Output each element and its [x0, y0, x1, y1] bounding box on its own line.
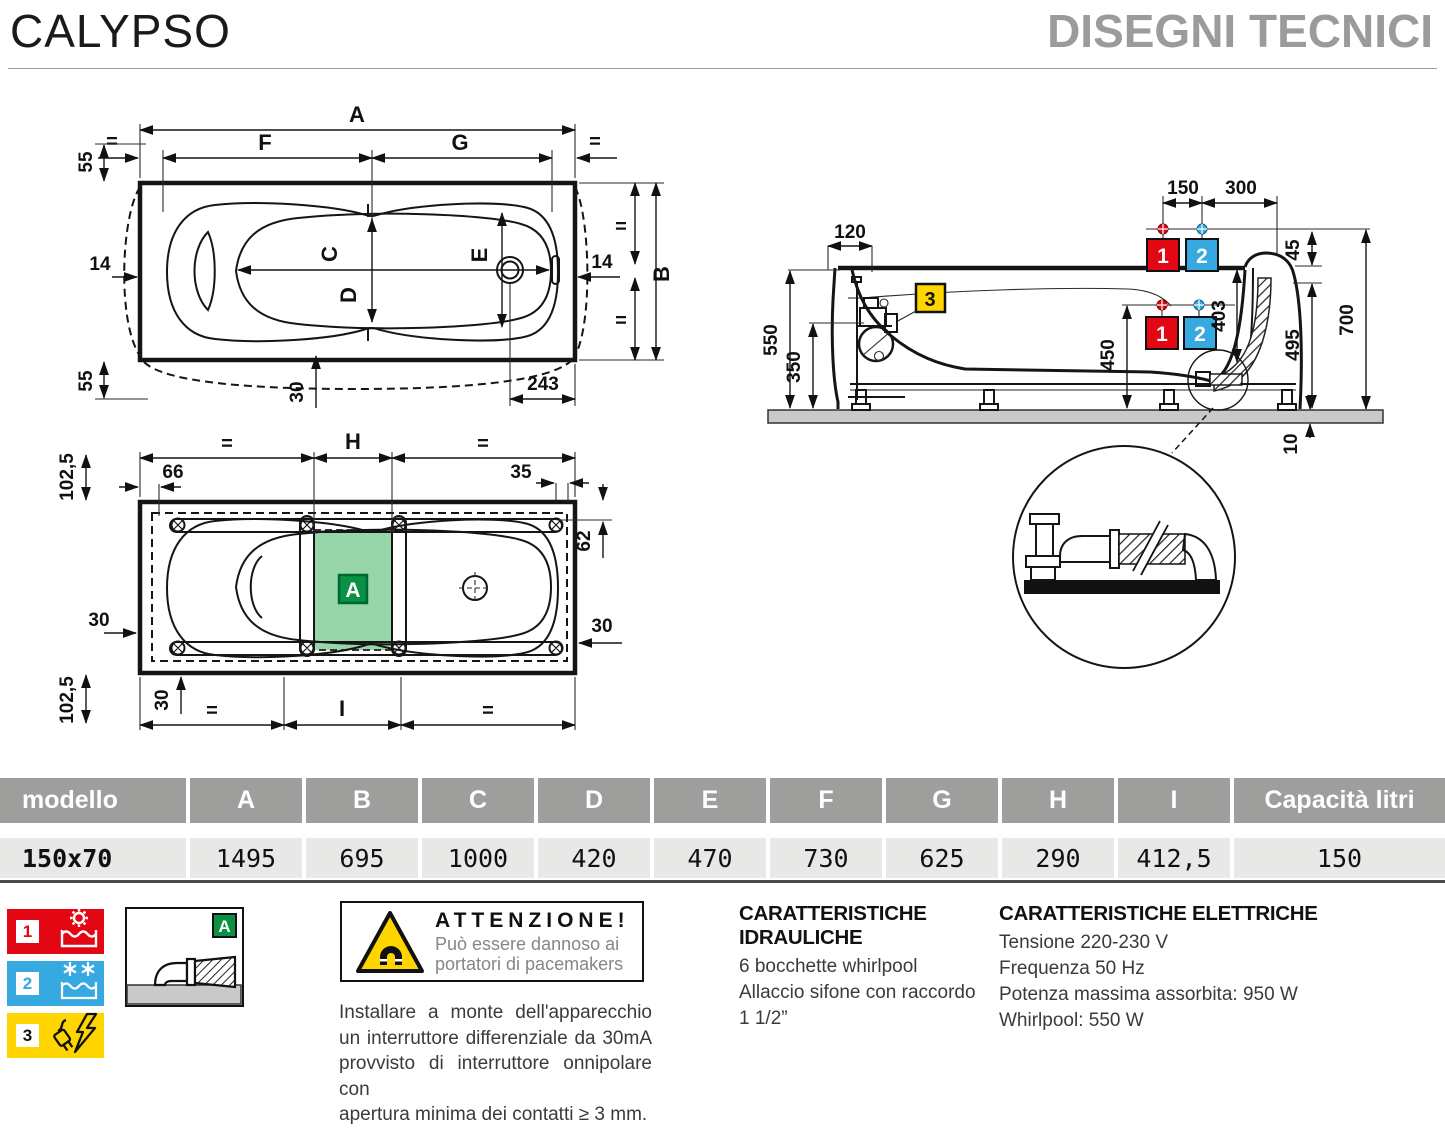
- electric-line-1: Tensione 220-230 V: [999, 932, 1169, 953]
- dim-30-left: 30: [88, 610, 110, 631]
- dim-120: 120: [834, 222, 866, 243]
- electric-line-3: Potenza massima assorbita: 950 W: [999, 984, 1298, 1005]
- dim-14-left: 14: [89, 254, 111, 275]
- magnet-warning-icon: [348, 905, 433, 981]
- dim-label-H: H: [345, 429, 361, 454]
- equal-mark: =: [482, 700, 494, 722]
- col-header-d: D: [538, 778, 650, 823]
- technical-drawings: [0, 88, 1445, 776]
- side-view-drawing: [761, 178, 1383, 668]
- dim-label-D: D: [336, 287, 361, 303]
- note-line-3: provvisto di interruttore onnipolare con: [339, 1053, 652, 1100]
- warning-title: ATTENZIONE!: [435, 909, 630, 932]
- col-header-g: G: [886, 778, 998, 823]
- detail-floor-strip: [127, 985, 241, 1004]
- siphon-detail-callout: [1013, 446, 1235, 668]
- plug-lightning-icon: [49, 1012, 101, 1059]
- dim-label-C: C: [317, 246, 342, 262]
- dim-10: 10: [1281, 433, 1302, 455]
- cold-tag-label: 2: [1196, 245, 1208, 268]
- dim-30-right: 30: [591, 616, 613, 637]
- dim-14-right: 14: [591, 252, 613, 273]
- dim-102-top: 102,5: [57, 453, 78, 501]
- legend-cold-number: 2: [16, 972, 39, 995]
- dim-label-A: A: [349, 102, 365, 127]
- section-title: DISEGNI TECNICI: [1047, 5, 1433, 57]
- dim-55-top: 55: [76, 151, 97, 173]
- power-tag-label: 3: [924, 289, 936, 311]
- table-header-row: [0, 778, 1445, 823]
- dim-62: 62: [574, 530, 595, 552]
- dim-label-B: B: [649, 266, 674, 282]
- dim-150: 150: [1167, 178, 1199, 199]
- electric-line-4: Whirlpool: 550 W: [999, 1010, 1144, 1031]
- dim-label-G: G: [451, 130, 469, 155]
- header-divider: [8, 68, 1437, 69]
- equal-mark: =: [477, 433, 489, 455]
- detail-a-label: A: [218, 917, 231, 936]
- note-line-4: apertura minima dei contatti ≥ 3 mm.: [339, 1104, 648, 1125]
- cell-g: 625: [886, 838, 998, 878]
- dim-350: 350: [784, 351, 805, 383]
- hydraulic-line-1: 6 bocchette whirlpool: [739, 956, 918, 977]
- legend-hot-number: 1: [16, 920, 39, 943]
- col-header-i: I: [1118, 778, 1230, 823]
- col-header-capacity: Capacità litri: [1234, 778, 1445, 823]
- area-a-label: A: [345, 579, 361, 602]
- equal-mark: =: [589, 131, 601, 153]
- frame-legs: [848, 390, 1296, 410]
- col-header-a: A: [190, 778, 302, 823]
- warning-line-1: Può essere dannoso ai: [435, 934, 620, 954]
- cell-d: 420: [538, 838, 650, 878]
- col-header-h: H: [1002, 778, 1114, 823]
- dim-66: 66: [162, 462, 184, 483]
- dim-45: 45: [1283, 239, 1304, 261]
- equal-mark: =: [206, 700, 218, 722]
- note-line-2: un interruttore differenziale da 30mA: [339, 1027, 652, 1049]
- table-row: [0, 838, 1445, 878]
- dim-700: 700: [1337, 304, 1358, 336]
- legend-hot-water: [7, 909, 104, 954]
- dim-35: 35: [510, 462, 532, 483]
- hot-tag-label-low: 1: [1156, 323, 1168, 346]
- cell-a: 1495: [190, 838, 302, 878]
- cell-b: 695: [306, 838, 418, 878]
- dim-243: 243: [527, 374, 559, 395]
- dim-30-bottom: 30: [152, 689, 173, 711]
- equal-mark: =: [106, 131, 118, 153]
- warning-line-2: portatori di pacemakers: [435, 954, 624, 974]
- snowflakes-water-icon: [49, 961, 99, 1006]
- legend-power-number: 3: [16, 1024, 39, 1047]
- installation-note: [339, 1000, 652, 1128]
- floor-strip: [768, 410, 1383, 423]
- page-title: CALYPSO: [10, 5, 231, 57]
- top-view-drawing: [76, 102, 674, 408]
- hydraulic-title: CARATTERISTICHE IDRAULICHE: [739, 902, 927, 949]
- siphon-area-detail-box: [125, 907, 244, 1007]
- legend-electricity: [7, 1013, 104, 1058]
- dim-403: 403: [1209, 300, 1230, 332]
- col-header-f: F: [770, 778, 882, 823]
- dim-450: 450: [1098, 339, 1119, 371]
- cold-tag-label-low: 2: [1194, 323, 1206, 346]
- dimension-table: [0, 778, 1445, 878]
- col-header-b: B: [306, 778, 418, 823]
- equal-mark: =: [221, 433, 233, 455]
- dim-label-I: I: [338, 696, 346, 721]
- electric-line-2: Frequenza 50 Hz: [999, 958, 1145, 979]
- dim-55-bottom: 55: [76, 370, 97, 392]
- dim-102-bottom: 102,5: [57, 676, 78, 724]
- note-line-1: Installare a monte dell'apparecchio: [339, 1002, 652, 1023]
- legend-cold-water: [7, 961, 104, 1006]
- cell-c: 1000: [422, 838, 534, 878]
- equal-mark: =: [615, 310, 627, 332]
- hydraulic-characteristics: [739, 902, 989, 1032]
- dim-label-F: F: [258, 130, 272, 155]
- cell-i: 412,5: [1118, 838, 1230, 878]
- hot-tag-label: 1: [1157, 245, 1169, 268]
- dim-495: 495: [1283, 329, 1304, 361]
- cell-e: 470: [654, 838, 766, 878]
- sun-over-water-icon: [49, 909, 99, 954]
- cell-model: 150x70: [0, 838, 186, 878]
- dim-label-E: E: [467, 247, 492, 263]
- dim-550: 550: [761, 324, 782, 356]
- plan-view-drawing: [57, 429, 622, 730]
- table-bottom-rule: [0, 880, 1445, 883]
- electric-title: CARATTERISTICHE ELETTRICHE: [999, 902, 1318, 925]
- col-header-c: C: [422, 778, 534, 823]
- cell-h: 290: [1002, 838, 1114, 878]
- dim-30: 30: [287, 381, 308, 403]
- cell-capacity: 150: [1234, 838, 1445, 878]
- pacemaker-warning-box: [340, 901, 644, 982]
- hydraulic-line-2: Allaccio sifone con raccordo 1 1/2”: [739, 982, 976, 1029]
- pump-unit: [852, 277, 893, 400]
- electric-characteristics: [999, 902, 1439, 1034]
- cell-f: 730: [770, 838, 882, 878]
- equal-mark: =: [615, 216, 627, 238]
- col-header-modello: modello: [0, 778, 186, 823]
- dim-300: 300: [1225, 178, 1257, 199]
- col-header-e: E: [654, 778, 766, 823]
